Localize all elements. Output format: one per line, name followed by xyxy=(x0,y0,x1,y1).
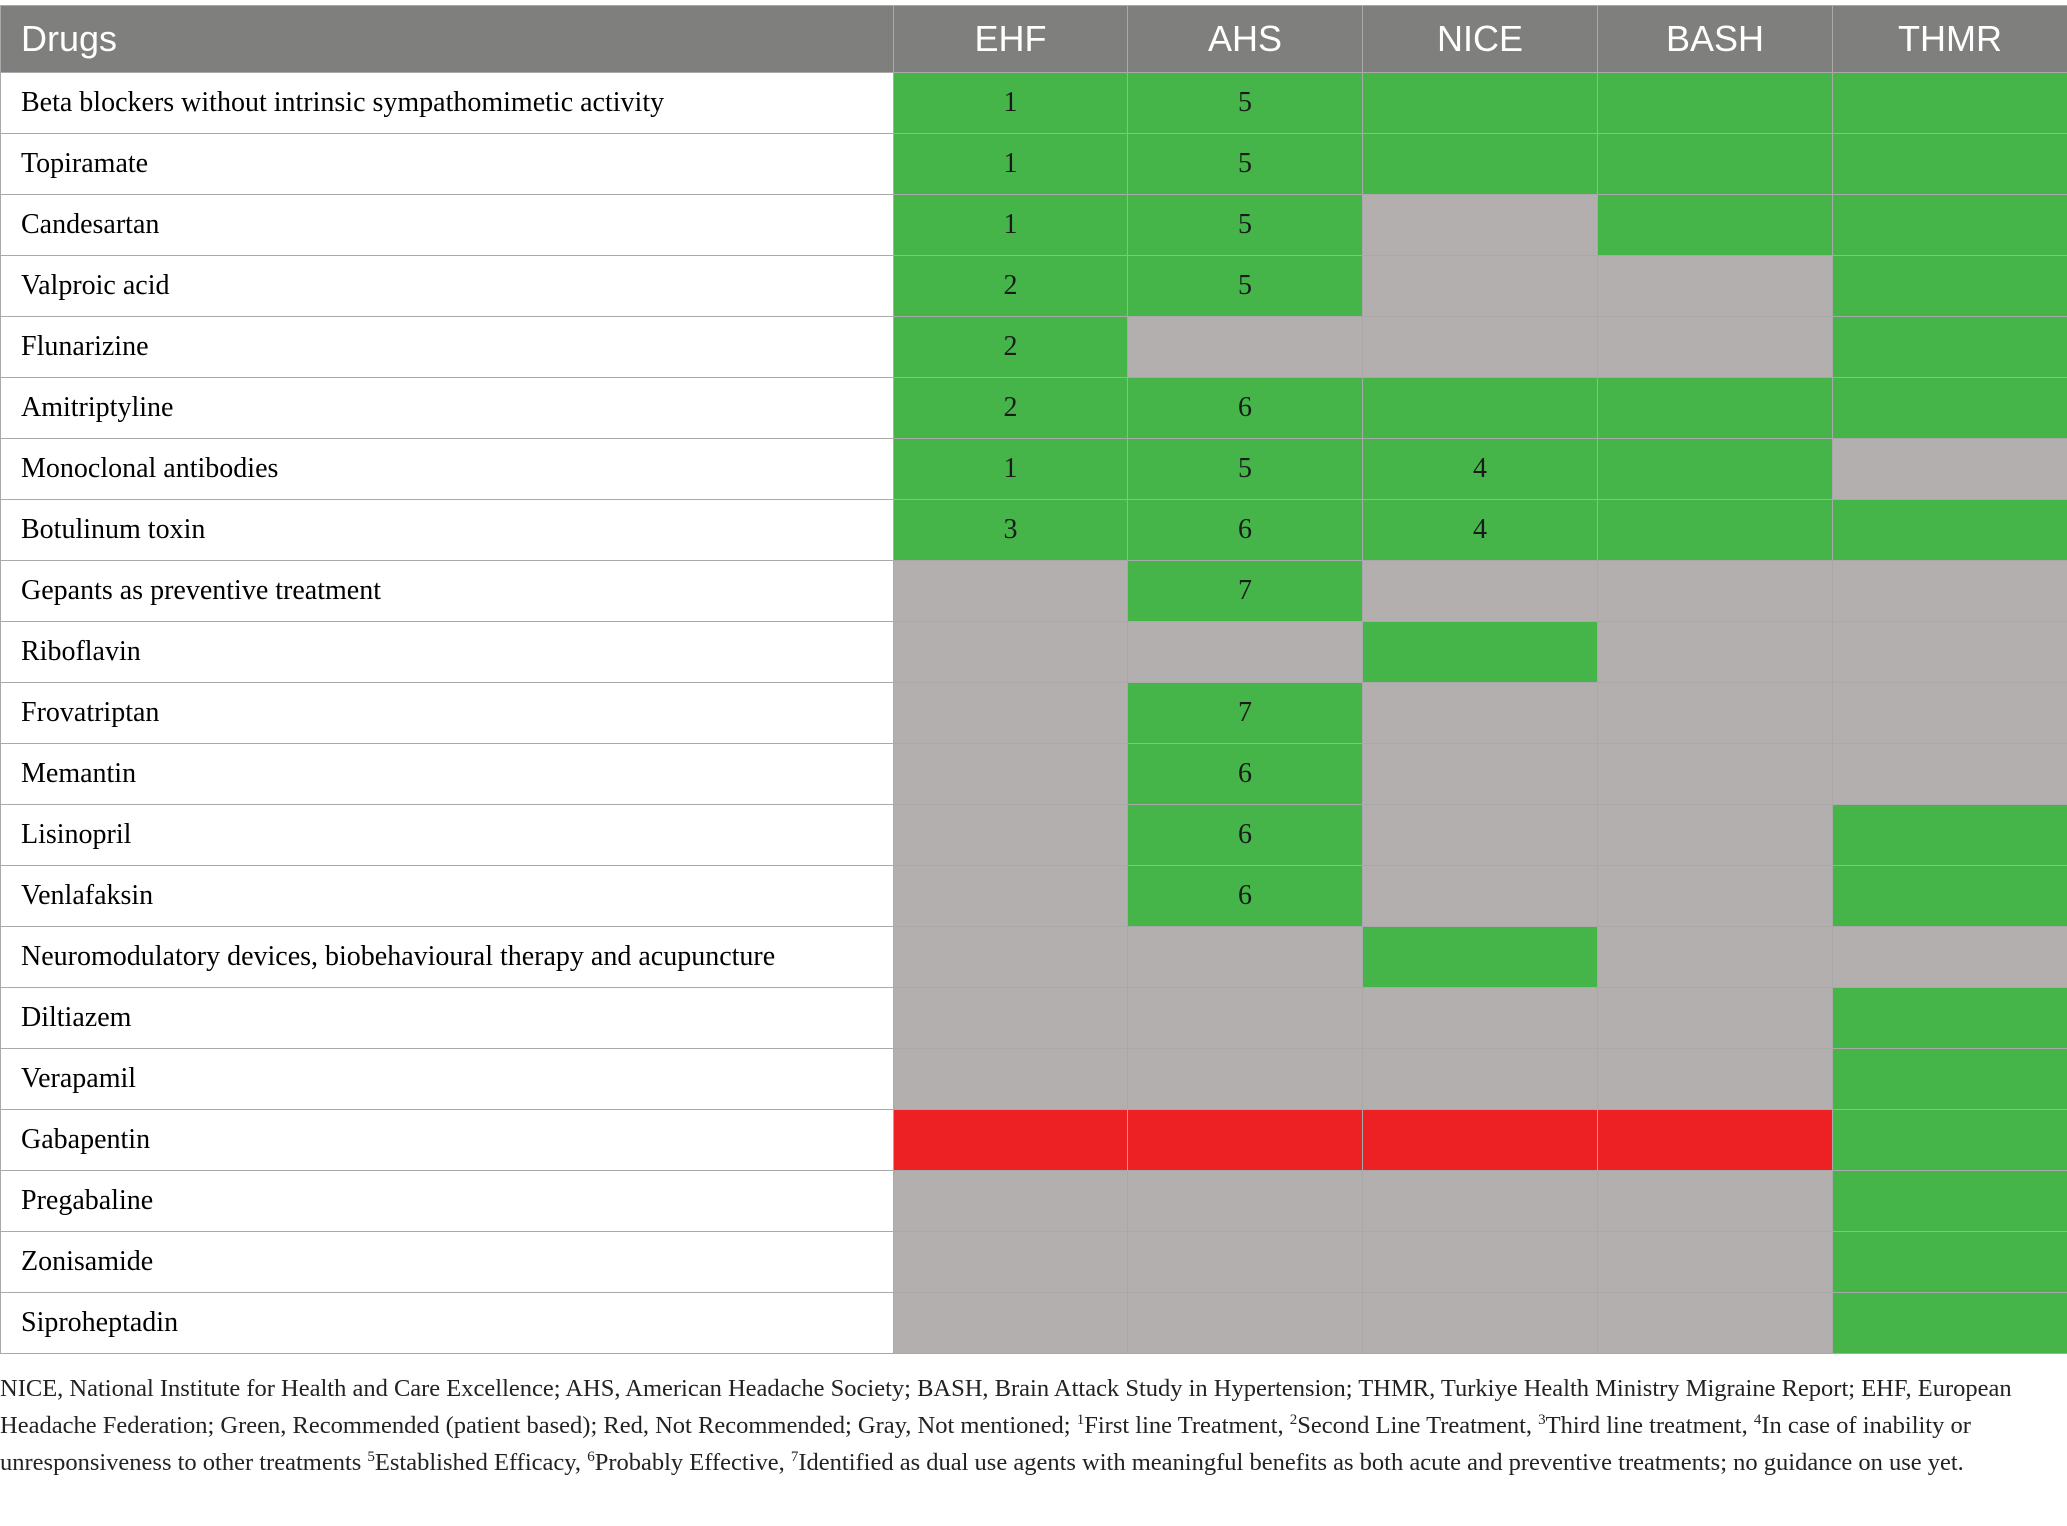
table-row xyxy=(1,561,2067,622)
footnote-mark: 5 xyxy=(367,1449,375,1465)
thmr-status-cell xyxy=(1833,500,2067,561)
table-row xyxy=(1,73,2067,134)
table-row xyxy=(1,927,2067,988)
thmr-status-cell xyxy=(1833,439,2067,500)
bash-status-cell xyxy=(1598,988,1833,1049)
ahs-status-cell xyxy=(1128,1110,1363,1171)
drug-name-cell: Candesartan xyxy=(1,195,894,256)
drug-name-cell: Botulinum toxin xyxy=(1,500,894,561)
table-row xyxy=(1,378,2067,439)
ehf-status-cell xyxy=(894,561,1128,622)
ahs-status-cell xyxy=(1128,1049,1363,1110)
table-row xyxy=(1,988,2067,1049)
nice-status-cell xyxy=(1363,134,1598,195)
thmr-status-cell xyxy=(1833,256,2067,317)
ehf-status-cell xyxy=(894,1171,1128,1232)
drug-name-cell: Zonisamide xyxy=(1,1232,894,1293)
nice-status-cell xyxy=(1363,927,1598,988)
nice-status-cell xyxy=(1363,1049,1598,1110)
ehf-status-cell xyxy=(894,1049,1128,1110)
ahs-status-cell xyxy=(1128,622,1363,683)
header-drugs: Drugs xyxy=(1,6,894,73)
header-ehf: EHF xyxy=(894,6,1128,73)
footnote-abbreviations: NICE, National Institute for Health and Care Excellence; AHS, American Headache Society; BASH, Brain Attack Study in Hypertension; THMR, Turkiye Health Ministry Migraine Report; EHF, European Headache Federation; Green, Recommended (patient based); Red, Not Recommended; Gray, Not mentioned; xyxy=(0,1375,2012,1439)
ahs-status-cell xyxy=(1128,1232,1363,1293)
ahs-status-cell xyxy=(1128,1293,1363,1354)
drug-name-cell: Verapamil xyxy=(1,1049,894,1110)
table-row xyxy=(1,134,2067,195)
footnote-note: Established Efficacy, xyxy=(374,1449,582,1476)
footnote-mark: 1 xyxy=(1076,1412,1085,1428)
drug-name-cell: Frovatriptan xyxy=(1,683,894,744)
ahs-status-cell: 5 xyxy=(1128,73,1363,134)
thmr-status-cell xyxy=(1833,1049,2067,1110)
ahs-status-cell xyxy=(1128,1171,1363,1232)
bash-status-cell xyxy=(1598,1293,1833,1354)
table-row xyxy=(1,1110,2067,1171)
thmr-status-cell xyxy=(1833,73,2067,134)
bash-status-cell xyxy=(1598,1049,1833,1110)
footnote-note: Probably Effective, xyxy=(594,1449,785,1476)
table-row xyxy=(1,439,2067,500)
nice-status-cell xyxy=(1363,1232,1598,1293)
table-body xyxy=(1,73,2067,1354)
header-nice: NICE xyxy=(1363,6,1598,73)
ahs-status-cell: 5 xyxy=(1128,134,1363,195)
footnote-note: Second Line Treatment, xyxy=(1297,1412,1533,1439)
bash-status-cell xyxy=(1598,866,1833,927)
thmr-status-cell xyxy=(1833,1232,2067,1293)
ahs-status-cell xyxy=(1128,927,1363,988)
table-row xyxy=(1,1232,2067,1293)
nice-status-cell: 4 xyxy=(1363,500,1598,561)
ahs-status-cell: 6 xyxy=(1128,378,1363,439)
thmr-status-cell xyxy=(1833,378,2067,439)
ahs-status-cell xyxy=(1128,317,1363,378)
ehf-status-cell: 1 xyxy=(894,439,1128,500)
footnote-note: First line Treatment, xyxy=(1084,1412,1284,1439)
ahs-status-cell: 5 xyxy=(1128,439,1363,500)
drug-name-cell: Siproheptadin xyxy=(1,1293,894,1354)
ehf-status-cell xyxy=(894,622,1128,683)
nice-status-cell xyxy=(1363,683,1598,744)
bash-status-cell xyxy=(1598,1171,1833,1232)
bash-status-cell xyxy=(1598,561,1833,622)
ehf-status-cell: 2 xyxy=(894,378,1128,439)
nice-status-cell xyxy=(1363,1110,1598,1171)
table-row xyxy=(1,317,2067,378)
table-row xyxy=(1,683,2067,744)
guideline-table xyxy=(0,5,2067,1354)
ehf-status-cell: 3 xyxy=(894,500,1128,561)
thmr-status-cell xyxy=(1833,622,2067,683)
thmr-status-cell xyxy=(1833,805,2067,866)
footnote-mark: 7 xyxy=(790,1449,799,1465)
ehf-status-cell xyxy=(894,866,1128,927)
footnote-note: Identified as dual use agents with meaningful benefits as both acute and preventive treatments; no guidance on use yet. xyxy=(798,1449,1964,1476)
ahs-status-cell xyxy=(1128,988,1363,1049)
nice-status-cell xyxy=(1363,73,1598,134)
thmr-status-cell xyxy=(1833,683,2067,744)
thmr-status-cell xyxy=(1833,1293,2067,1354)
table-row xyxy=(1,1171,2067,1232)
thmr-status-cell xyxy=(1833,1110,2067,1171)
nice-status-cell xyxy=(1363,561,1598,622)
header-thmr: THMR xyxy=(1833,6,2067,73)
table-row xyxy=(1,805,2067,866)
bash-status-cell xyxy=(1598,73,1833,134)
bash-status-cell xyxy=(1598,744,1833,805)
bash-status-cell xyxy=(1598,134,1833,195)
ehf-status-cell xyxy=(894,1232,1128,1293)
ahs-status-cell: 5 xyxy=(1128,256,1363,317)
bash-status-cell xyxy=(1598,500,1833,561)
drug-name-cell: Topiramate xyxy=(1,134,894,195)
thmr-status-cell xyxy=(1833,744,2067,805)
drug-name-cell: Amitriptyline xyxy=(1,378,894,439)
bash-status-cell xyxy=(1598,439,1833,500)
ehf-status-cell xyxy=(894,683,1128,744)
ehf-status-cell xyxy=(894,805,1128,866)
nice-status-cell xyxy=(1363,378,1598,439)
ehf-status-cell: 1 xyxy=(894,195,1128,256)
table-row xyxy=(1,195,2067,256)
footnote-mark: 6 xyxy=(587,1449,595,1465)
nice-status-cell xyxy=(1363,256,1598,317)
drug-name-cell: Neuromodulatory devices, biobehavioural therapy and acupuncture xyxy=(1,927,894,988)
footnote-mark: 2 xyxy=(1289,1412,1298,1428)
bash-status-cell xyxy=(1598,195,1833,256)
nice-status-cell xyxy=(1363,317,1598,378)
header-bash: BASH xyxy=(1598,6,1833,73)
ahs-status-cell: 7 xyxy=(1128,561,1363,622)
drug-name-cell: Beta blockers without intrinsic sympathomimetic activity xyxy=(1,73,894,134)
thmr-status-cell xyxy=(1833,866,2067,927)
ehf-status-cell: 1 xyxy=(894,134,1128,195)
ahs-status-cell: 5 xyxy=(1128,195,1363,256)
nice-status-cell xyxy=(1363,622,1598,683)
header-row xyxy=(1,6,2067,73)
drug-name-cell: Riboflavin xyxy=(1,622,894,683)
drug-name-cell: Diltiazem xyxy=(1,988,894,1049)
ehf-status-cell: 2 xyxy=(894,256,1128,317)
ahs-status-cell: 6 xyxy=(1128,500,1363,561)
bash-status-cell xyxy=(1598,317,1833,378)
ehf-status-cell xyxy=(894,1293,1128,1354)
bash-status-cell xyxy=(1598,622,1833,683)
ahs-status-cell: 6 xyxy=(1128,805,1363,866)
thmr-status-cell xyxy=(1833,988,2067,1049)
thmr-status-cell xyxy=(1833,927,2067,988)
footnote-mark: 3 xyxy=(1538,1412,1546,1428)
bash-status-cell xyxy=(1598,378,1833,439)
drug-name-cell: Venlafaksin xyxy=(1,866,894,927)
bash-status-cell xyxy=(1598,805,1833,866)
ahs-status-cell: 7 xyxy=(1128,683,1363,744)
ehf-status-cell: 2 xyxy=(894,317,1128,378)
drug-name-cell: Gepants as preventive treatment xyxy=(1,561,894,622)
ehf-status-cell xyxy=(894,1110,1128,1171)
drug-name-cell: Lisinopril xyxy=(1,805,894,866)
footnote-note: Third line treatment, xyxy=(1545,1412,1748,1439)
table-row xyxy=(1,866,2067,927)
thmr-status-cell xyxy=(1833,195,2067,256)
drug-name-cell: Gabapentin xyxy=(1,1110,894,1171)
thmr-status-cell xyxy=(1833,561,2067,622)
bash-status-cell xyxy=(1598,927,1833,988)
table-row xyxy=(1,1049,2067,1110)
table-row xyxy=(1,622,2067,683)
nice-status-cell xyxy=(1363,744,1598,805)
ahs-status-cell: 6 xyxy=(1128,866,1363,927)
footnote-note: In case of inability or unresponsiveness to other treatments xyxy=(0,1412,1971,1476)
drug-name-cell: Valproic acid xyxy=(1,256,894,317)
nice-status-cell xyxy=(1363,1293,1598,1354)
thmr-status-cell xyxy=(1833,134,2067,195)
drug-name-cell: Memantin xyxy=(1,744,894,805)
bash-status-cell xyxy=(1598,1232,1833,1293)
nice-status-cell xyxy=(1363,1171,1598,1232)
bash-status-cell xyxy=(1598,1110,1833,1171)
drug-name-cell: Flunarizine xyxy=(1,317,894,378)
bash-status-cell xyxy=(1598,683,1833,744)
table-row xyxy=(1,1293,2067,1354)
table-row xyxy=(1,500,2067,561)
ahs-status-cell: 6 xyxy=(1128,744,1363,805)
thmr-status-cell xyxy=(1833,1171,2067,1232)
nice-status-cell xyxy=(1363,805,1598,866)
table-row xyxy=(1,256,2067,317)
bash-status-cell xyxy=(1598,256,1833,317)
header-ahs: AHS xyxy=(1128,6,1363,73)
nice-status-cell xyxy=(1363,866,1598,927)
table-footnote xyxy=(0,1370,2040,1481)
footnote-mark: 4 xyxy=(1753,1412,1762,1428)
nice-status-cell: 4 xyxy=(1363,439,1598,500)
ehf-status-cell xyxy=(894,988,1128,1049)
ehf-status-cell: 1 xyxy=(894,73,1128,134)
drug-name-cell: Monoclonal antibodies xyxy=(1,439,894,500)
ehf-status-cell xyxy=(894,744,1128,805)
thmr-status-cell xyxy=(1833,317,2067,378)
nice-status-cell xyxy=(1363,195,1598,256)
nice-status-cell xyxy=(1363,988,1598,1049)
table-row xyxy=(1,744,2067,805)
drug-name-cell: Pregabaline xyxy=(1,1171,894,1232)
ehf-status-cell xyxy=(894,927,1128,988)
